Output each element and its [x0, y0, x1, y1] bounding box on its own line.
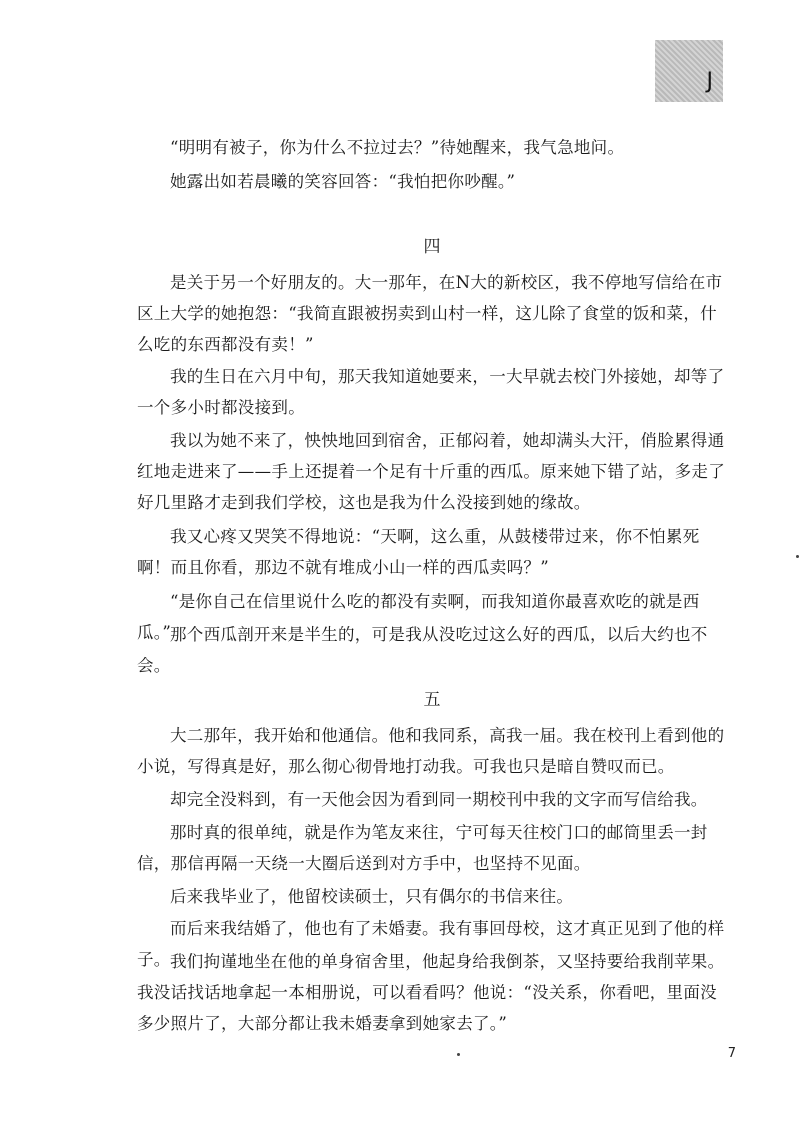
corner-tab-marker — [655, 40, 723, 102]
paragraph: 我以为她不来了，怏怏地回到宿舍，正郁闷着，她却满头大汗，俏脸累得通红地走进来了——手上还提着一个足有十斤重的西瓜。原来她下错了站，多走了好几里路才走到我们学校，这也是我为什么没接到她的缘故。 — [137, 431, 725, 512]
paragraph: 我又心疼又哭笑不得地说：“天啊，这么重，从鼓楼带过来，你不怕累死啊！而且你看，那边不就有堆成小山一样的西瓜卖吗？” — [137, 527, 700, 577]
page-number: 7 — [727, 1046, 736, 1061]
paragraph: 而后来我结婚了，他也有了未婚妻。我有事回母校，这才真正见到了他的样子。 — [137, 919, 725, 969]
scan-speck — [457, 1053, 460, 1056]
paragraph: 我的生日在六月中旬，那天我知道她要来，一大早就去校门外接她，却等了一个多小时都没接到。 — [137, 367, 725, 417]
paragraph: 那个西瓜剖开来是半生的，可是我从没吃过这么好的西瓜，以后大约也不会。 — [137, 625, 708, 675]
section-heading-five: 五 — [423, 690, 441, 710]
paragraph: 大二那年，我开始和他通信。他和我同系，高我一届。我在校刊上看到他的小说，写得真是好，那么彻心彻骨地打动我。可我也只是暗自赞叹而已。 — [137, 726, 725, 776]
section-heading-four: 四 — [423, 237, 441, 257]
paragraph: 我们拘谨地坐在他的单身宿舍里，他起身给我倒茶，又坚持要给我削苹果。我没话找话地拿起一本相册说，可以看看吗？他说：“没关系，你看吧，里面没多少照片了，大部分都让我未婚妻拿到她家去了。” — [137, 952, 725, 1033]
paragraph: 她露出如若晨曦的笑容回答：“我怕把你吵醒。” — [170, 172, 516, 191]
corner-tab-letter: J — [706, 69, 713, 94]
paragraph: 后来我毕业了，他留校读硕士，只有偶尔的书信来往。 — [170, 887, 574, 906]
paragraph: 那时真的很单纯，就是作为笔友来往，宁可每天往校门口的邮筒里丢一封信，那信再隔一天绕一大圈后送到对方手中，也坚持不见面。 — [137, 823, 708, 873]
paragraph: “明明有被子，你为什么不拉过去？”待她醒来，我气急地问。 — [170, 138, 625, 157]
paragraph: 却完全没料到，有一天他会因为看到同一期校刊中我的文字而写信给我。 — [170, 790, 708, 809]
paragraph: “是你自己在信里说什么吃的都没有卖啊，而我知道你最喜欢吃的就是西瓜。” — [137, 592, 700, 642]
paragraph: 是关于另一个好朋友的。大一那年，在N大的新校区，我不停地写信给在市区上大学的她抱怨：“我简直跟被拐卖到山村一样，这儿除了食堂的饭和菜，什么吃的东西都没有卖！” — [137, 273, 723, 354]
scan-speck — [796, 555, 799, 558]
